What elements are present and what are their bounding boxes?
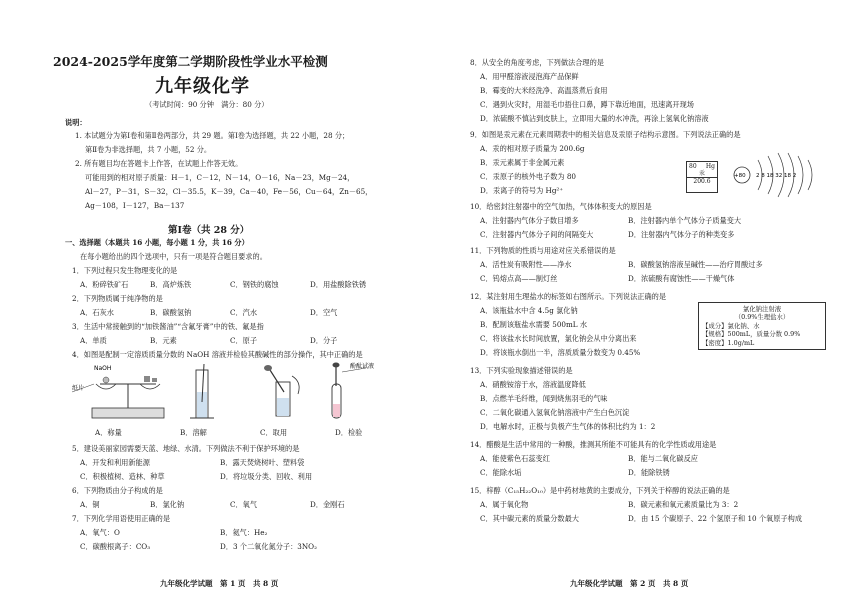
section1-desc: 在每小题给出的四个选项中，只有一项是符合题目要求的。 xyxy=(80,252,267,261)
option-d: D．电解水时，正极与负极产生气体的体积比约为 1：2 xyxy=(480,422,656,431)
question-stem: 6．下列物质由分子构成的是 xyxy=(72,486,163,495)
note-line: 2. 所有题目均在答题卡上作答，在试题上作答无效。 xyxy=(75,159,243,168)
option-a: A．氧气：O xyxy=(80,528,120,537)
option-c: C．积极植树、造林、种草 xyxy=(80,472,165,481)
option-d: D．由 15 个碳原子、22 个氢原子和 10 个氧原子构成 xyxy=(628,514,803,523)
option-a: A．硝酸铵溶于水，溶液温度降低 xyxy=(480,380,586,389)
question-stem: 7．下列化学用语使用正确的是 xyxy=(72,514,171,523)
exam-info: （考试时间：90 分钟 满分：80 分） xyxy=(145,100,269,109)
notes-heading: 说明： xyxy=(65,118,87,127)
option-b: B．霉变的大米经洗净、高温蒸煮后食用 xyxy=(480,86,608,95)
option-a: A．能使紫色石蕊变红 xyxy=(480,454,550,463)
option-d: D．注射器内气体分子的种类变多 xyxy=(628,230,735,239)
option-c: C．取用 xyxy=(260,428,288,437)
option-a: A．活性炭有吸附性——净水 xyxy=(480,260,572,269)
option-a: A．汞的相对原子质量为 200.6g xyxy=(480,144,585,153)
paper-label: 纸片 xyxy=(72,385,85,392)
saline-label-line: 【规格】500mL，质量分数 0.9% xyxy=(702,330,801,339)
pipette-illustration xyxy=(264,365,299,416)
option-c: C．其中碳元素的质量分数最大 xyxy=(480,514,579,523)
option-c: C．遇到火灾时，用湿毛巾捂住口鼻，蹲下靠近地面，迅速离开现场 xyxy=(480,100,694,109)
question-stem: 15．梓醇（C₁₅H₂₂O₁₀）是中药材地黄的主要成分，下列关于梓醇的说法正确的是 xyxy=(470,486,730,495)
option-c: C．汞原子的核外电子数为 80 xyxy=(480,172,576,181)
question-stem: 11．下列物质的性质与用途对应关系错误的是 xyxy=(470,246,616,255)
element-symbol: Hg xyxy=(705,163,715,170)
option-c: C．碳酸根离子：CO₃ xyxy=(80,542,151,551)
option-d: D．将垃圾分类、回收、利用 xyxy=(220,472,313,481)
option-b: B．点燃羊毛纤维，闻到烧焦羽毛的气味 xyxy=(480,394,608,403)
note-line: 1. 本试题分为第Ⅰ卷和第Ⅱ卷两部分，共 29 题。第Ⅰ卷为选择题，共 22 小题，28 分； xyxy=(75,131,350,140)
page-footer: 九年级化学试题 第 2 页 共 8 页 xyxy=(570,579,689,588)
option-b: B．碳酸氢钠 xyxy=(150,308,192,317)
option-c: C．钢铁的腐蚀 xyxy=(230,280,279,289)
option-c: C．氧气 xyxy=(230,500,258,509)
option-c: C．二氧化碳通入氢氧化钠溶液中产生白色沉淀 xyxy=(480,408,630,417)
option-d: D．金刚石 xyxy=(310,500,345,509)
option-b: B．元素 xyxy=(150,336,177,345)
option-b: B．碳酸氢钠溶液呈碱性——治疗胃酸过多 xyxy=(628,260,763,269)
option-b: B．能与二氧化碳反应 xyxy=(628,454,698,463)
option-b: B．氯化钠 xyxy=(150,500,185,509)
option-d: D．用盐酸除铁锈 xyxy=(310,280,367,289)
option-d: D．能除铁锈 xyxy=(628,468,670,477)
question-stem: 5．建设美丽家园需要天蓝、地绿、水清。下列做法不利于保护环境的是 xyxy=(72,444,300,453)
option-c: C．注射器内气体分子间的间隔变大 xyxy=(480,230,594,239)
saline-label xyxy=(698,302,826,350)
option-c: C．钨熔点高——制灯丝 xyxy=(480,274,558,283)
option-a: A．称量 xyxy=(95,428,122,437)
question-stem: 8．从安全的角度考虑，下列做法合理的是 xyxy=(470,58,604,67)
option-c: C．原子 xyxy=(230,336,258,345)
option-d: D．汞离子的符号为 Hg²⁺ xyxy=(480,186,564,195)
option-d: D．将该瓶水倒出一半，溶质质量分数变为 0.45% xyxy=(480,348,641,357)
balance-illustration xyxy=(72,376,164,418)
option-a: A．铜 xyxy=(80,500,100,509)
element-name: 汞 xyxy=(698,170,705,177)
indicator-label: 酚酞试液 xyxy=(350,363,375,370)
atom-structure-diagram xyxy=(728,150,828,200)
option-a: A．开发和利用新能源 xyxy=(80,458,150,467)
option-d: D．浓硫酸不慎沾到皮肤上，立即用大量的水冲洗，再涂上氢氧化钠溶液 xyxy=(480,114,709,123)
saline-label-subtitle: （0.9%生理盐水） xyxy=(734,313,790,322)
option-b: B．配制该瓶盐水需要 500mL 水 xyxy=(480,320,588,329)
naoh-label: NaOH xyxy=(94,365,112,372)
option-a: A．石灰水 xyxy=(80,308,114,317)
option-b: B．注射器内单个气体分子质量变大 xyxy=(628,216,742,225)
question-stem: 14．醋酸是生活中常用的一种酸，推测其所能不可能具有的化学性质或用途是 xyxy=(470,440,717,449)
option-a: A．属于氧化物 xyxy=(480,500,529,509)
nucleus-charge: +80 xyxy=(734,173,746,179)
option-d: D．分子 xyxy=(310,336,338,345)
question-stem: 3．生活中常接触到的“加铁酱油”“含氟牙膏”中的铁、氟是指 xyxy=(72,322,264,331)
atomic-number: 80 xyxy=(689,163,697,170)
question-stem: 1．下列过程只发生物理变化的是 xyxy=(72,266,178,275)
periodic-table-cell xyxy=(686,161,718,193)
option-b: B．高炉炼铁 xyxy=(150,280,192,289)
page-footer: 九年级化学试题 第 1 页 共 8 页 xyxy=(160,579,279,588)
lab-operations-figure xyxy=(70,362,400,424)
option-d: D．检验 xyxy=(335,428,363,437)
saline-label-title: 氯化钠注射液 xyxy=(742,305,782,313)
option-d: D．浓硫酸有腐蚀性——干燥气体 xyxy=(628,274,735,283)
question-stem: 10．给密封注射器中的空气加热，气体体积变大的原因是 xyxy=(470,202,652,211)
note-line: 第Ⅱ卷为非选择题，共 7 小题，52 分。 xyxy=(85,145,212,154)
note-line: 可能用到的相对原子质量：H－1，C－12，N－14，O－16，Na－23，Mg－24， xyxy=(85,173,355,182)
part1-title: 第Ⅰ卷（共 28 分） xyxy=(168,225,250,236)
test-tube-illustration xyxy=(332,363,366,419)
note-line: Al－27，P－31，S－32，Cl－35.5，K－39，Ca－40，Fe－56，Cu－64，Zn－65， xyxy=(85,187,373,196)
page-2 xyxy=(430,0,860,608)
option-d: D．空气 xyxy=(310,308,338,317)
option-a: A．粉碎铁矿石 xyxy=(80,280,129,289)
note-line: Ag－108，I－127，Ba－137 xyxy=(85,201,185,210)
option-d: D．3 个二氧化氮分子：3NO₂ xyxy=(220,542,317,551)
option-b: B．汞元素属于非金属元素 xyxy=(480,158,565,167)
question-stem: 12．某注射用生理盐水的标签如右图所示。下列说法正确的是 xyxy=(470,292,667,301)
question-stem: 13．下列实验现象描述错误的是 xyxy=(470,366,573,375)
option-b: B．露天焚烧树叶、塑料袋 xyxy=(220,458,305,467)
section1-title: 一、选择题（本题共 16 小题，每小题 1 分，共 16 分） xyxy=(65,238,249,247)
option-a: A．用甲醛溶液浸泡海产品保鲜 xyxy=(480,72,579,81)
option-b: B．溶解 xyxy=(180,428,207,437)
electron-shells: 2 8 18 32 18 2 xyxy=(756,173,797,179)
exam-header-title: 2024-2025学年度第二学期阶段性学业水平检测 xyxy=(53,54,328,69)
question-stem: 9．如图是汞元素在元素周期表中的相关信息及汞原子结构示意图。下列说法正确的是 xyxy=(470,130,741,139)
saline-label-line: 【密度】1.0g/mL xyxy=(702,338,755,347)
subject-title: 九年级化学 xyxy=(155,76,250,97)
option-b: B．氦气：He₂ xyxy=(220,528,268,537)
question-stem: 2．下列物质属于纯净物的是 xyxy=(72,294,163,303)
option-c: C．能除水垢 xyxy=(480,468,522,477)
option-c: C．汽水 xyxy=(230,308,258,317)
option-c: C．将该盐水长时间放置，氯化钠会从中分离出来 xyxy=(480,334,637,343)
option-a: A．注射器内气体分子数目增多 xyxy=(480,216,579,225)
saline-label-line: 【成分】氯化钠、水 xyxy=(702,321,760,330)
atomic-mass: 200.6 xyxy=(687,177,717,185)
option-a: A．该瓶盐水中含 4.5g 氯化钠 xyxy=(480,306,578,315)
question-stem: 4．如图是配制一定溶质质量分数的 NaOH 溶液并检验其酸碱性的部分操作，其中正确的是 xyxy=(72,350,363,359)
option-a: A．单质 xyxy=(80,336,107,345)
cylinder-illustration xyxy=(190,364,214,418)
option-b: B．碳元素和氧元素质量比为 3：2 xyxy=(628,500,739,509)
